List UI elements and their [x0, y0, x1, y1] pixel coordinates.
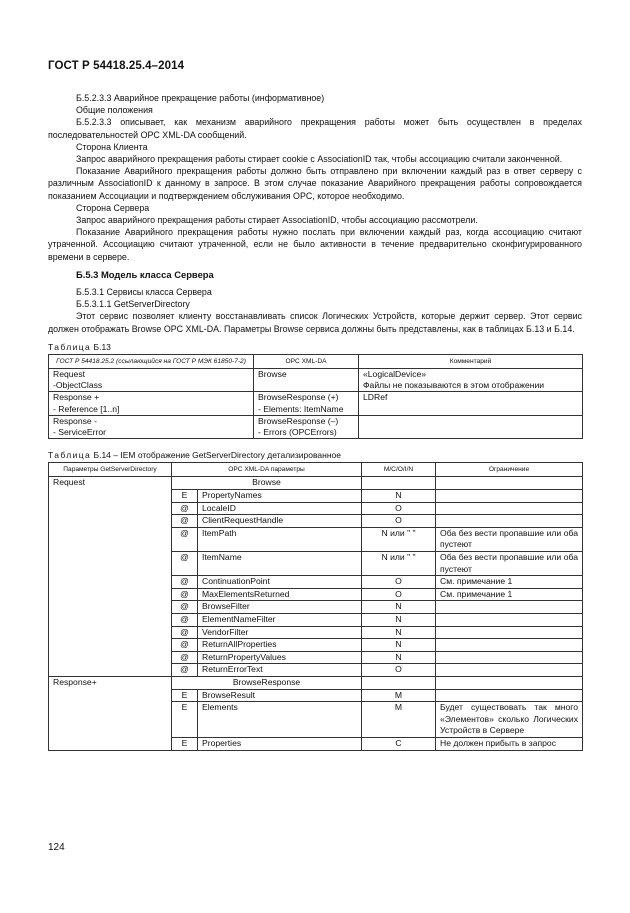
- subclause-title: Б.5.3.1 Сервисы класса Сервера: [76, 287, 212, 298]
- table-cell: ItemName: [198, 552, 362, 576]
- paragraph-heading: Сторона Сервера: [76, 202, 150, 213]
- table-cell: [436, 664, 583, 677]
- table-cell: Browse: [172, 477, 362, 490]
- table-cell: E: [172, 689, 198, 702]
- table-cell: @: [172, 601, 198, 614]
- table-cell: O: [362, 588, 436, 601]
- table-cell: N или " ": [362, 552, 436, 576]
- table-cell: @: [172, 639, 198, 652]
- table-cell: См. примечание 1: [436, 588, 583, 601]
- paragraph: Показание Аварийного прекращения работы должно быть отправлено при включении каждый раз в ответ серверу с различным AssociationID к данному в запросе. В этом случае показание Аварийного прекращения работы сопровождается показанием Ассоциации и подтверждением обслуживания OPC, которое необходимо.: [48, 166, 582, 201]
- table-cell: BrowseResponse (+) - Elements: ItemName: [254, 392, 359, 415]
- table-cell: Request: [49, 477, 172, 677]
- table-cell: [436, 477, 583, 490]
- table-cell: @: [172, 527, 198, 551]
- paragraph: Запрос аварийного прекращения работы стирает AssociationID, чтобы ассоциацию рассмотрели.: [76, 215, 478, 226]
- table-cell: ItemPath: [198, 527, 362, 551]
- table-header-row: [49, 463, 583, 477]
- table-cell: E: [172, 702, 198, 738]
- table-cell: [362, 676, 436, 689]
- table-cell: Будет существовать так много «Элементов» сколько Логических Устройств в Сервере: [436, 702, 583, 738]
- table-cell: @: [172, 651, 198, 664]
- table-cell: Request -ObjectClass: [49, 369, 254, 392]
- table-row: [49, 415, 583, 438]
- subclause-title: Б.5.3.1.1 GetServerDirectory: [76, 299, 190, 310]
- table-cell: Оба без вести пропавшие или оба пустеют: [436, 552, 583, 576]
- table-cell: N: [362, 614, 436, 627]
- table-cell: [359, 415, 583, 438]
- document-body: [48, 92, 582, 751]
- table-cell: N: [362, 601, 436, 614]
- table-cell: [436, 626, 583, 639]
- table-cell: N: [362, 651, 436, 664]
- table-cell: O: [362, 664, 436, 677]
- table-header-cell: Параметры GetServerDirectory: [49, 463, 172, 477]
- table-cell: E: [172, 737, 198, 750]
- paragraph-heading: Общие положения: [76, 105, 153, 116]
- table-cell: ContinuationPoint: [198, 576, 362, 589]
- table-row: [49, 369, 583, 392]
- table-cell: ElementNameFilter: [198, 614, 362, 627]
- table-cell: См. примечание 1: [436, 576, 583, 589]
- table-cell: Response - - ServiceError: [49, 415, 254, 438]
- table-cell: Response+: [49, 676, 172, 750]
- table-cell: C: [362, 737, 436, 750]
- table-cell: Response + - Reference [1..n]: [49, 392, 254, 415]
- table-cell: ReturnErrorText: [198, 664, 362, 677]
- table-header-cell: M/C/O/I/N: [362, 463, 436, 477]
- table-cell: PropertyNames: [198, 490, 362, 503]
- table-cell: N: [362, 626, 436, 639]
- table-cell: Properties: [198, 737, 362, 750]
- table-cell: @: [172, 576, 198, 589]
- table-cell: @: [172, 515, 198, 528]
- table-cell: [436, 614, 583, 627]
- table-cell: N или " ": [362, 527, 436, 551]
- table-cell: Browse: [254, 369, 359, 392]
- paragraph: Б.5.2.3.3 описывает, как механизм аварийного прекращения работы может быть осуществлен в пределах последовательностей OPC XML-DA сообщений.: [48, 117, 582, 140]
- table-cell: ReturnPropertyValues: [198, 651, 362, 664]
- table-cell: @: [172, 664, 198, 677]
- paragraph-heading: Сторона Клиента: [76, 141, 148, 152]
- paragraph: Запрос аварийного прекращения работы стирает cookie с AssociationID так, чтобы ассоциацию считали законченной.: [76, 154, 563, 165]
- table-cell: [436, 676, 583, 689]
- table-cell: ReturnAllProperties: [198, 639, 362, 652]
- section-title: Б.5.3 Модель класса Сервера: [76, 268, 214, 280]
- table-cell: O: [362, 515, 436, 528]
- table-caption: Таблица Б.14 – IEM отображение GetServerDirectory детализированное: [48, 450, 341, 461]
- table-cell: [436, 502, 583, 515]
- table-row: [49, 676, 583, 689]
- table-cell: ClientRequestHandle: [198, 515, 362, 528]
- paragraph: Показание Аварийного прекращения работы нужно послать при включении каждый раз, когда ассоциацию считают утраченной. Ассоциацию считают утраченной, если не было активности в течение предварительно сконфигурированного времени в сервере.: [48, 227, 582, 262]
- table-cell: [436, 639, 583, 652]
- table-b13: [48, 354, 583, 439]
- table-cell: N: [362, 490, 436, 503]
- subclause-title: Б.5.2.3.3 Аварийное прекращение работы (информативное): [76, 93, 325, 103]
- table-cell: BrowseResponse (–) - Errors (OPCErrors): [254, 415, 359, 438]
- table-cell: Не должен прибыть в запрос: [436, 737, 583, 750]
- table-cell: LDRef: [359, 392, 583, 415]
- paragraph: Этот сервис позволяет клиенту восстанавливать список Логических Устройств, которые держит сервер. Этот сервис должен отображать Browse OPC XML-DA. Параметры Browse сервиса должны быть представлены, как в таблицах Б.13 и Б.14.: [48, 311, 582, 334]
- table-header-cell: Ограничение: [436, 463, 583, 477]
- table-cell: BrowseFilter: [198, 601, 362, 614]
- table-cell: N: [362, 639, 436, 652]
- table-cell: @: [172, 626, 198, 639]
- table-cell: [436, 601, 583, 614]
- table-cell: Оба без вести пропавшие или оба пустеют: [436, 527, 583, 551]
- table-b14: [48, 462, 583, 750]
- table-cell: M: [362, 689, 436, 702]
- table-header-cell: OPC XML-DA: [254, 355, 359, 369]
- page-number: 124: [48, 842, 65, 853]
- table-header-cell: Комментарий: [359, 355, 583, 369]
- table-cell: [436, 651, 583, 664]
- table-cell: @: [172, 552, 198, 576]
- table-row: [49, 392, 583, 415]
- document-header: ГОСТ Р 54418.25.4–2014: [48, 60, 185, 72]
- table-header-row: [49, 355, 583, 369]
- table-header-cell: OPC XML-DA параметры: [172, 463, 362, 477]
- table-cell: @: [172, 614, 198, 627]
- table-cell: BrowseResponse: [172, 676, 362, 689]
- table-cell: MaxElementsReturned: [198, 588, 362, 601]
- table-caption: Таблица Б.13: [48, 341, 111, 352]
- table-row: [49, 477, 583, 490]
- table-cell: [436, 515, 583, 528]
- table-cell: E: [172, 490, 198, 503]
- table-cell: BrowseResult: [198, 689, 362, 702]
- table-cell: O: [362, 502, 436, 515]
- table-header-cell: ГОСТ Р 54418.25.2 (ссылающийся на ГОСТ Р МЭК 61850-7-2): [49, 355, 254, 369]
- table-cell: [436, 689, 583, 702]
- table-cell: [436, 490, 583, 503]
- table-cell: LocaleID: [198, 502, 362, 515]
- table-cell: @: [172, 502, 198, 515]
- table-cell: Elements: [198, 702, 362, 738]
- table-cell: M: [362, 702, 436, 738]
- table-cell: «LogicalDevice» Файлы не показываются в этом отображении: [359, 369, 583, 392]
- table-cell: [362, 477, 436, 490]
- table-cell: O: [362, 576, 436, 589]
- table-cell: VendorFilter: [198, 626, 362, 639]
- table-cell: @: [172, 588, 198, 601]
